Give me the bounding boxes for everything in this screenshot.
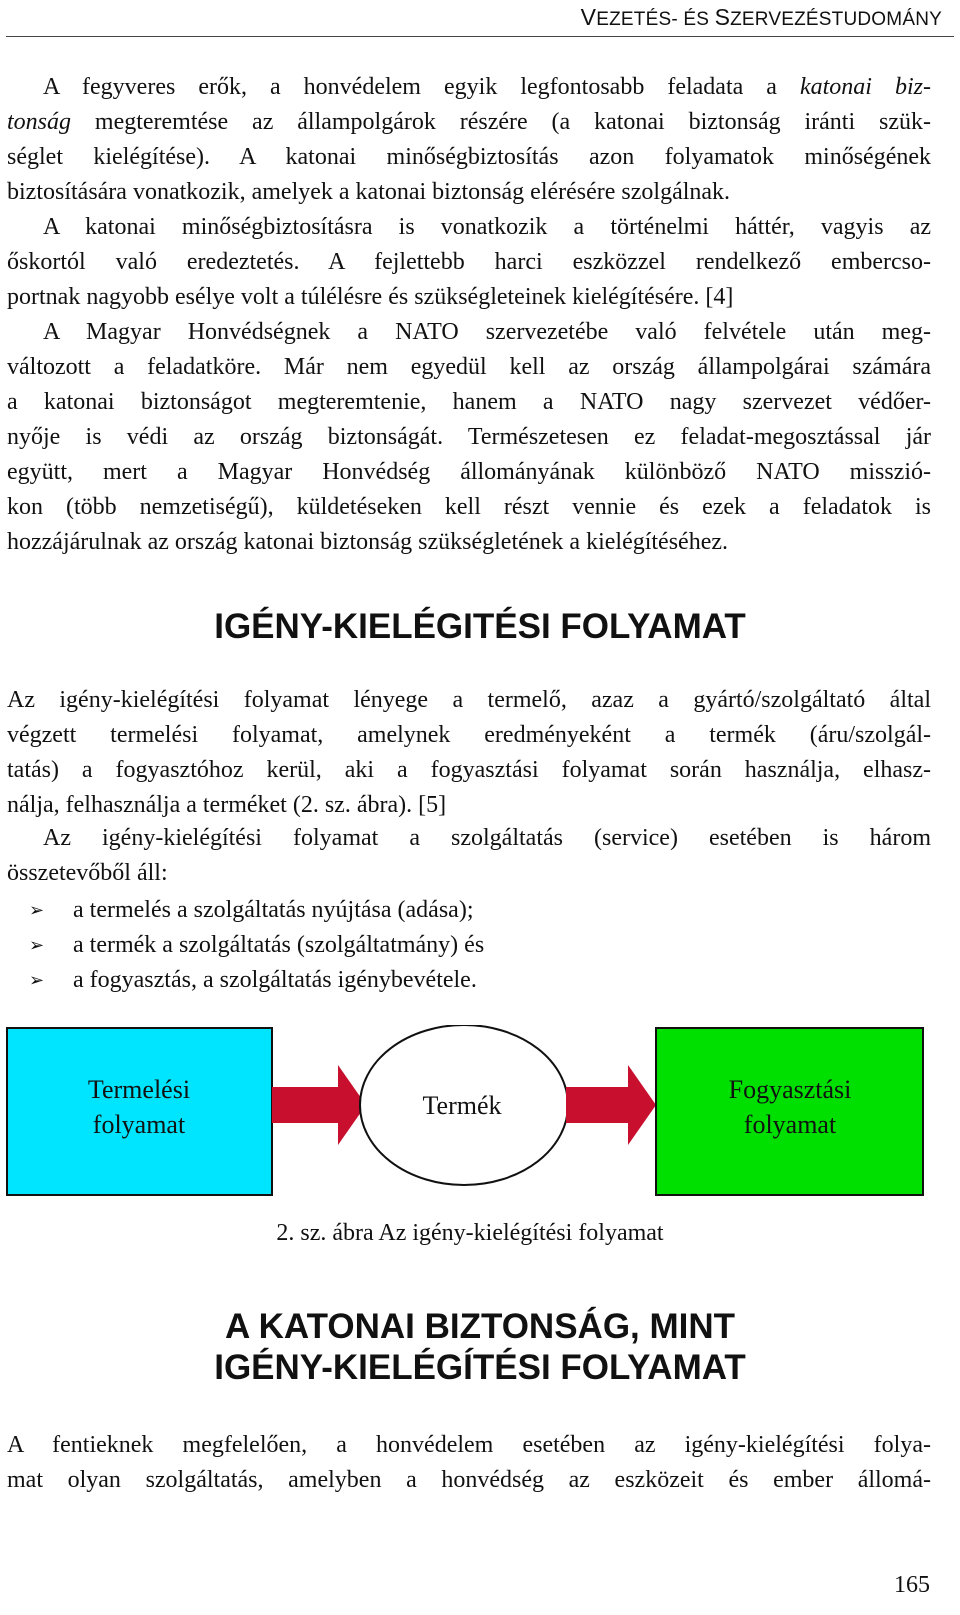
figure-caption: 2. sz. ábra Az igény-kielégítési folyamat xyxy=(276,1220,664,1246)
p1-line-1-text: A fegyveres erők, a honvédelem egyik legfontosabb feladata a xyxy=(43,74,800,100)
paragraph-3 xyxy=(7,315,931,560)
p3-line-3: a katonai biztonságot megteremtenie, hanem a NATO nagy szervezet védőer- xyxy=(7,389,931,415)
list-item-text: a fogyasztás, a szolgáltatás igénybevétele. xyxy=(73,967,477,993)
p4-line-1: Az igény-kielégítési folyamat lényege a termelő, azaz a gyártó/szolgáltató által xyxy=(7,687,931,713)
p4-line-3: tatás) a fogyasztóhoz kerül, aki a fogyasztási folyamat során használja, elhasz- xyxy=(7,757,931,783)
list-item xyxy=(7,928,907,963)
header-rule xyxy=(6,36,954,37)
running-header xyxy=(581,4,942,31)
paragraph-6 xyxy=(7,1428,931,1498)
header-rest1: EZETÉS- ÉS xyxy=(596,9,715,30)
p2-line-3: portnak nagyobb esélye volt a túlélésre és szükségleteinek kielégítésére. [4] xyxy=(7,284,734,310)
process-diagram xyxy=(0,1025,960,1205)
p6-line-1: A fentieknek megfelelően, a honvédelem esetében az igény-kielégítési folya- xyxy=(7,1432,931,1458)
arrow-bullet-icon: ➢ xyxy=(29,935,45,956)
arrow-right-icon xyxy=(272,1065,366,1145)
list-item xyxy=(7,893,907,928)
p5-line-2: összetevőből áll: xyxy=(7,860,168,886)
p1-line-3: séglet kielégítése). A katonai minőségbiztosítás azon folyamatok minőségének xyxy=(7,144,931,170)
p5-line-1: Az igény-kielégítési folyamat a szolgáltatás (service) esetében is három xyxy=(43,825,931,851)
p2-line-1: A katonai minőségbiztosításra is vonatkozik a történelmi háttér, vagyis az xyxy=(43,214,931,240)
p3-line-6: kon (több nemzetiségű), küldetéseken kell részt vennie és ezek a feladatok is xyxy=(7,494,931,520)
arrow-bullet-icon: ➢ xyxy=(29,970,45,991)
page-number: 165 xyxy=(894,1572,930,1598)
production-process-label-1: Termelési xyxy=(87,1075,191,1104)
header-cap2: S xyxy=(714,4,731,30)
section-heading-2 xyxy=(0,1306,960,1388)
component-list xyxy=(7,893,907,998)
p4-line-4: nálja, felhasználja a terméket (2. sz. ábra). [5] xyxy=(7,792,447,818)
production-process-label-2: folyamat xyxy=(92,1110,186,1139)
p1-line-1-italic: katonai biz- xyxy=(799,74,931,100)
p1-line-2-text: megteremtése az állampolgárok részére (a katonai biztonság iránti szük- xyxy=(71,109,931,135)
p3-line-4: nyője is védi az ország biztonságát. Természetesen ez feladat-megosztással jár xyxy=(7,424,931,450)
paragraph-5 xyxy=(7,821,931,891)
paragraph-1 xyxy=(7,70,931,210)
arrow-bullet-icon: ➢ xyxy=(29,900,45,921)
header-cap1: V xyxy=(580,4,597,30)
p1-line-4: biztosítására vonatkozik, amelyek a katonai biztonság elérésére szolgálnak. xyxy=(7,179,731,205)
p3-line-5: együtt, mert a Magyar Honvédség állományának különböző NATO misszió- xyxy=(7,459,931,485)
p2-line-2: őskortól való eredeztetés. A fejlettebb harci eszközzel rendelkező embercso- xyxy=(7,249,931,275)
paragraph-4 xyxy=(7,683,931,823)
list-item xyxy=(7,963,907,998)
list-item-text: a termék a szolgáltatás (szolgáltatmány) és xyxy=(73,932,485,958)
header-rest2: ZERVEZÉSTUDOMÁNY xyxy=(730,9,942,30)
product-label: Termék xyxy=(422,1091,502,1120)
p1-line-2-italic: tonság xyxy=(7,109,72,135)
p3-line-2: változott a feladatköre. Már nem egyedül kell az ország állampolgárai számára xyxy=(7,354,931,380)
p1-line-2 xyxy=(7,105,931,140)
consumption-process-label-2: folyamat xyxy=(743,1110,837,1139)
section-heading-1: IGÉNY-KIELÉGITÉSI FOLYAMAT xyxy=(214,607,746,646)
section-heading-2-line-2: IGÉNY-KIELÉGÍTÉSI FOLYAMAT xyxy=(214,1348,746,1387)
p3-line-7: hozzájárulnak az ország katonai biztonság szükségletének a kielégítéséhez. xyxy=(7,529,729,555)
p6-line-2: mat olyan szolgáltatás, amelyben a honvédség az eszközeit és ember állomá- xyxy=(7,1467,931,1493)
consumption-process-label-1: Fogyasztási xyxy=(728,1075,852,1104)
arrow-right-icon xyxy=(566,1065,656,1145)
p3-line-1: A Magyar Honvédségnek a NATO szervezetébe való felvétele után meg- xyxy=(43,319,931,345)
list-item-text: a termelés a szolgáltatás nyújtása (adása); xyxy=(73,897,474,923)
p4-line-2: végzett termelési folyamat, amelynek eredményeként a termék (áru/szolgál- xyxy=(7,722,931,748)
p1-line-1 xyxy=(7,70,931,105)
section-heading-2-line-1: A KATONAI BIZTONSÁG, MINT xyxy=(224,1307,736,1346)
paragraph-2 xyxy=(7,210,931,315)
